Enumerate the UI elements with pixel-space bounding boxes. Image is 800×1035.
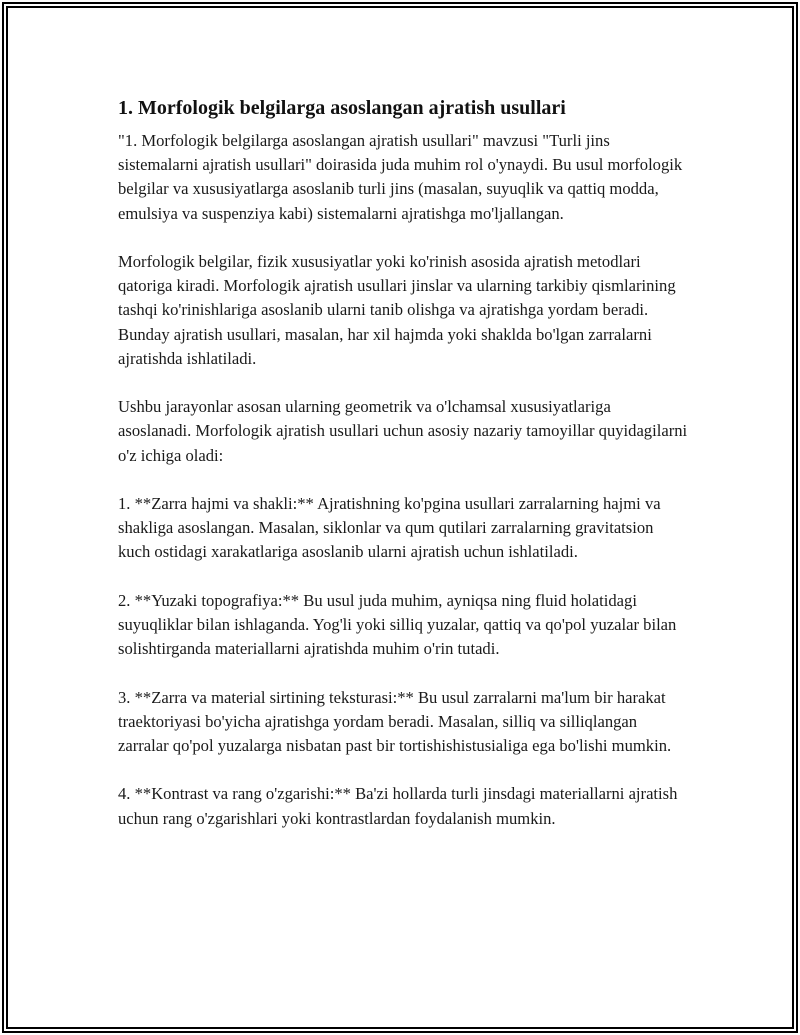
list-item-particle-size: 1. **Zarra hajmi va shakli:** Ajratishning ko'pgina usullari zarralarning hajmi va shakliga asoslangan. Masalan, siklonlar va qum qutilari zarralarning gravitatsion kuch ostidagi xarakatlariga asoslanib ularni ajratish uchun ishlatiladi. bbox=[118, 494, 661, 562]
paragraph-morphological-features: Morfologik belgilar, fizik xususiyatlar yoki ko'rinish asosida ajratish metodlari qatoriga kiradi. Morfologik ajratish usullari jinslar va ularning tarkibiy qismlarining tashqi ko'rinishlariga asoslanib ularni tanib olishga va ajratishga yordam beradi. Bunday ajratish usullari, masalan, har xil hajmda yoki shaklda bo'lgan zarralarni ajratishda ishlatiladi. bbox=[118, 252, 676, 368]
list-item-contrast-color: 4. **Kontrast va rang o'zgarishi:** Ba'zi hollarda turli jinsdagi materiallarni ajratish uchun rang o'zgarishlari yoki kontrastlardan foydalanish mumkin. bbox=[118, 784, 678, 828]
paragraph-principles-intro: Ushbu jarayonlar asosan ularning geometrik va o'lchamsal xususiyatlariga asoslanadi. Morfologik ajratish usullari uchun asosiy nazariy tamoyillar quyidagilarni o'z ichiga oladi: bbox=[118, 397, 688, 465]
paragraph-intro: "1. Morfologik belgilarga asoslangan ajratish usullari" mavzusi "Turli jins sistemalarni ajratish usullari" doirasida juda muhim rol o'ynaydi. Bu usul morfologik belgilar va xususiyatlarga asoslanib turli jins (masalan, suyuqlik va qattiq modda, emulsiya va suspenziya kabi) sistemalarni ajratishga mo'ljallangan. bbox=[118, 131, 683, 223]
list-item-surface-topography: 2. **Yuzaki topografiya:** Bu usul juda muhim, ayniqsa ning fluid holatidagi suyuqliklar bilan ishlaganda. Yog'li yoki silliq yuzalar, qattiq va qo'pol yuzalar bilan solishtirganda materiallarni ajratishda muhim o'rin tutadi. bbox=[118, 590, 677, 659]
document-title: 1. Morfologik belgilarga asoslangan ajratish usullari bbox=[118, 97, 566, 119]
document-body bbox=[118, 95, 688, 855]
list-item-surface-texture: 3. **Zarra va material sirtining teksturasi:** Bu usul zarralarni ma'lum bir harakat traektoriyasi bo'yicha ajratishga yordam beradi. Masalan, silliq va silliqlangan zarralar qo'pol yuzalarga nisbatan past bir tortishishistusialiga ega bo'lishi mumkin. bbox=[118, 687, 672, 755]
